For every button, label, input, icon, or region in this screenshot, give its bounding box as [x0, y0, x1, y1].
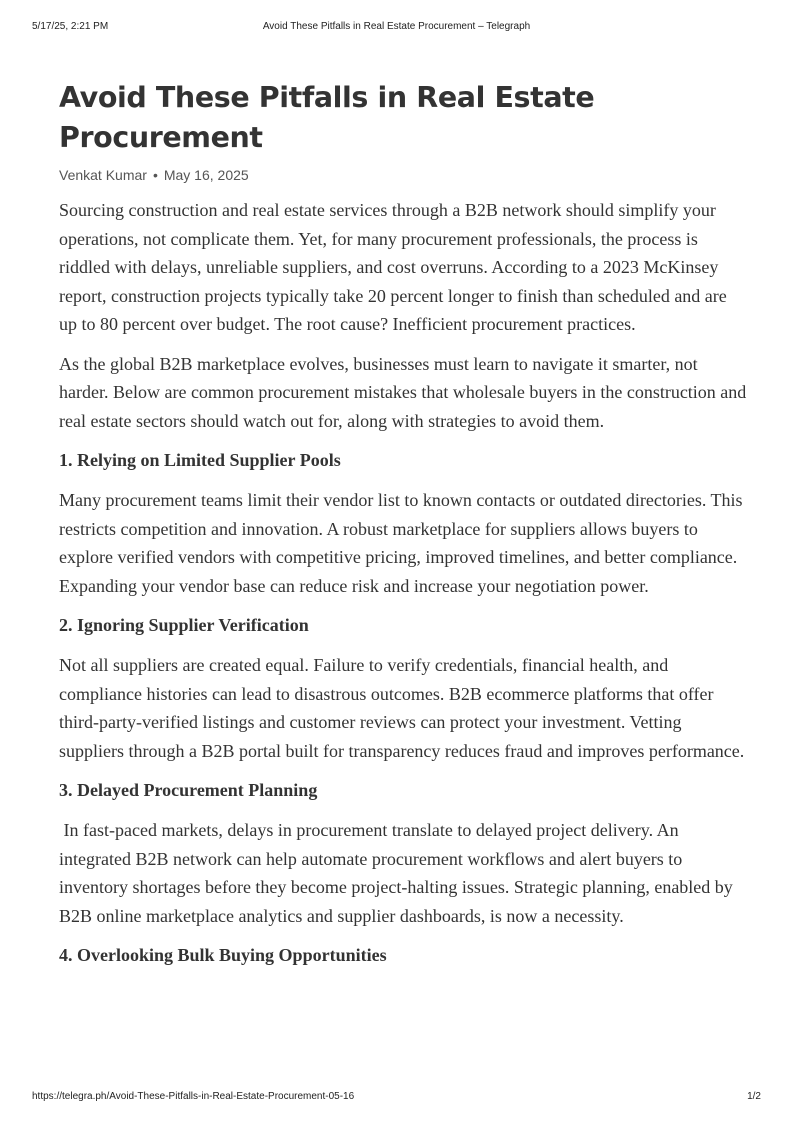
print-page-title: Avoid These Pitfalls in Real Estate Procurement – Telegraph	[262, 21, 531, 32]
article-meta	[59, 166, 749, 184]
article-body	[59, 196, 749, 969]
publish-date: May 16, 2025	[163, 167, 249, 183]
article	[59, 78, 749, 981]
print-footer	[32, 1091, 761, 1105]
section-paragraph: Not all suppliers are created equal. Failure to verify credentials, financial health, and compliance histories can lead to disastrous outcomes. B2B ecommerce platforms that offer third-party-verified listings and customer reviews can protect your investment. Vetting suppliers through a B2B portal built for transparency reduces fraud and improves performance.	[59, 655, 745, 761]
section-heading: 2. Ignoring Supplier Verification	[59, 615, 309, 635]
meta-separator: •	[152, 167, 158, 183]
intro-paragraph: As the global B2B marketplace evolves, businesses must learn to navigate it smarter, not harder. Below are common procurement mistakes that wholesale buyers in the construction and real estate sectors should watch out for, along with strategies to avoid them.	[59, 353, 747, 431]
page-number: 1/2	[747, 1091, 761, 1102]
print-datetime: 5/17/25, 2:21 PM	[32, 21, 109, 32]
section-paragraph: Many procurement teams limit their vendor list to known contacts or outdated directories. This restricts competition and innovation. A robust marketplace for suppliers allows buyers to explore verified vendors with competitive pricing, improved timelines, and better compliance. Expanding your vendor base can reduce risk and increase your negotiation power.	[59, 490, 743, 596]
print-header	[32, 21, 761, 35]
author-name[interactable]: Venkat Kumar	[59, 167, 147, 183]
intro-paragraph: Sourcing construction and real estate services through a B2B network should simplify your operations, not complicate them. Yet, for many procurement professionals, the process is riddled with delays, unreliable suppliers, and cost overruns. According to a 2023 McKinsey report, construction projects typically take 20 percent longer to finish than scheduled and are up to 80 percent over budget. The root cause? Inefficient procurement practices.	[59, 200, 727, 334]
article-title: Avoid These Pitfalls in Real Estate Procurement	[59, 81, 595, 154]
section-heading: 1. Relying on Limited Supplier Pools	[59, 450, 341, 470]
section-paragraph: In fast-paced markets, delays in procurement translate to delayed project delivery. An integrated B2B network can help automate procurement workflows and alert buyers to inventory shortages before they become project-halting issues. Strategic planning, enabled by B2B online marketplace analytics and supplier dashboards, is now a necessity.	[59, 820, 738, 926]
section-heading: 3. Delayed Procurement Planning	[59, 780, 318, 800]
section-heading: 4. Overlooking Bulk Buying Opportunities	[59, 945, 387, 965]
page-url[interactable]: https://telegra.ph/Avoid-These-Pitfalls-in-Real-Estate-Procurement-05-16	[32, 1091, 355, 1102]
